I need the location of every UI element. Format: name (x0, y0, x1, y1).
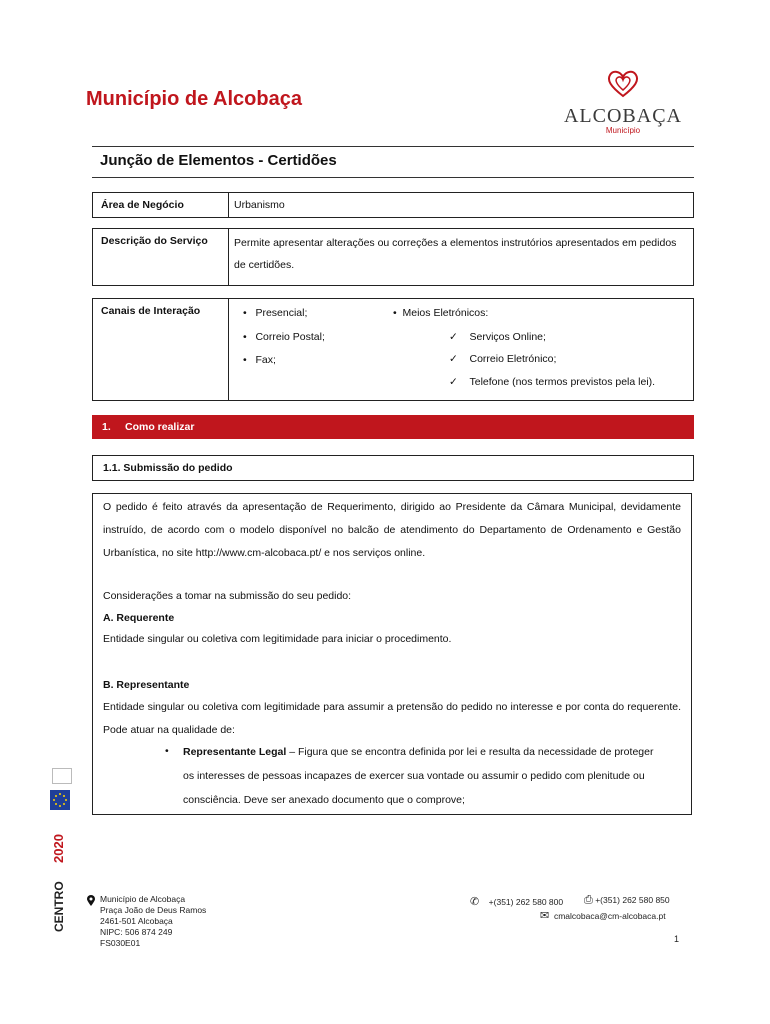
channels-label: Canais de Interação (93, 299, 229, 400)
funding-logos (46, 740, 72, 940)
logo-wordmark: ALCOBAÇA (563, 105, 682, 127)
title-rule-top (92, 146, 694, 147)
requerente-text: Entidade singular ou coletiva com legitimidade para iniciar o procedimento. (103, 633, 452, 645)
section-number: 1. (102, 421, 111, 433)
intro-paragraph: O pedido é feito através da apresentação de Requerimento, dirigido ao Presidente da Câmara Municipal, devidamente instruído, de acordo com o modelo disponível no balcão de atendimento do Departamento de Ordenamento e Gestão Urbanística, no site http://www.cm-alcobaca.pt/ e nos serviços online. (103, 501, 681, 559)
representante-text: Entidade singular ou coletiva com legitimidade para assumir a pretensão do pedido no interesse e por conta do requerente. Pode atuar na qualidade de: (103, 701, 681, 736)
representante-legal-item: Representante Legal – Figura que se encontra definida por lei e resulta da necessidade de proteger os interesses de pessoas incapazes de exercer sua vontade ou assumir o pedido com plenitude ou consciência. Deve ser anexado documento que o comprove; (183, 746, 654, 806)
bullet-marker: • (165, 745, 169, 757)
description-row (92, 228, 694, 286)
requerente-heading: A. Requerente (103, 612, 175, 624)
centro-logo: CENTRO (52, 881, 66, 932)
description-value: Permite apresentar alterações ou correções a elementos instrutórios apresentados em pedidos de certidões. (234, 237, 677, 271)
logo-subtitle: Município (605, 126, 641, 135)
portugal2020-logo: 2020 (51, 834, 66, 863)
heart-logo-icon (606, 68, 640, 98)
email-icon: ✉ (540, 910, 550, 922)
area-value: Urbanismo (234, 199, 285, 211)
footer-email: ✉ cmalcobaca@cm-alcobaca.pt (540, 910, 666, 922)
fax-icon: ⎙ (584, 894, 593, 906)
check-icon: ✓ (449, 331, 458, 343)
channel-correio-postal: • Correio Postal; (243, 331, 325, 343)
document-title: Junção de Elementos - Certidões (100, 152, 337, 169)
considerations-text: Considerações a tomar na submissão do seu pedido: (103, 590, 352, 602)
title-rule-bottom (92, 177, 694, 178)
section-title: Como realizar (125, 421, 195, 433)
page-number: 1 (674, 934, 680, 944)
channel-presencial: • Presencial; (243, 307, 308, 319)
section-header-como-realizar (92, 415, 694, 439)
location-pin-icon (86, 894, 96, 912)
channel-fax: • Fax; (243, 354, 276, 366)
content-box (92, 493, 692, 815)
footer-address: Município de Alcobaça Praça João de Deus Ramos 2461-501 Alcobaça NIPC: 506 874 249 FS030E01 (100, 894, 207, 948)
municipality-title: Município de Alcobaça (86, 88, 302, 110)
eu-flag-icon (50, 790, 70, 810)
description-label: Descrição do Serviço (93, 229, 229, 285)
footer-phone: ✆ +(351) 262 580 800 (470, 896, 564, 908)
area-label: Área de Negócio (93, 193, 229, 217)
check-icon: ✓ (449, 353, 458, 365)
channel-meios-eletronicos: • Meios Eletrónicos: (393, 307, 489, 319)
area-row (92, 192, 694, 218)
channel-correio-eletronico: ✓ Correio Eletrónico; (449, 353, 557, 365)
footer-fax: ⎙ +(351) 262 580 850 (584, 894, 670, 906)
phone-icon: ✆ (470, 896, 480, 908)
representante-heading: B. Representante (103, 679, 190, 691)
channels-row (92, 298, 694, 401)
subsection-header: 1.1. Submissão do pedido (92, 455, 694, 481)
check-icon: ✓ (449, 376, 458, 388)
channel-telefone: ✓ Telefone (nos termos previstos pela lei). (449, 376, 656, 388)
channel-servicos-online: ✓ Serviços Online; (449, 331, 546, 343)
alcobaca-logo (560, 68, 686, 135)
portugal-logo (52, 768, 72, 784)
